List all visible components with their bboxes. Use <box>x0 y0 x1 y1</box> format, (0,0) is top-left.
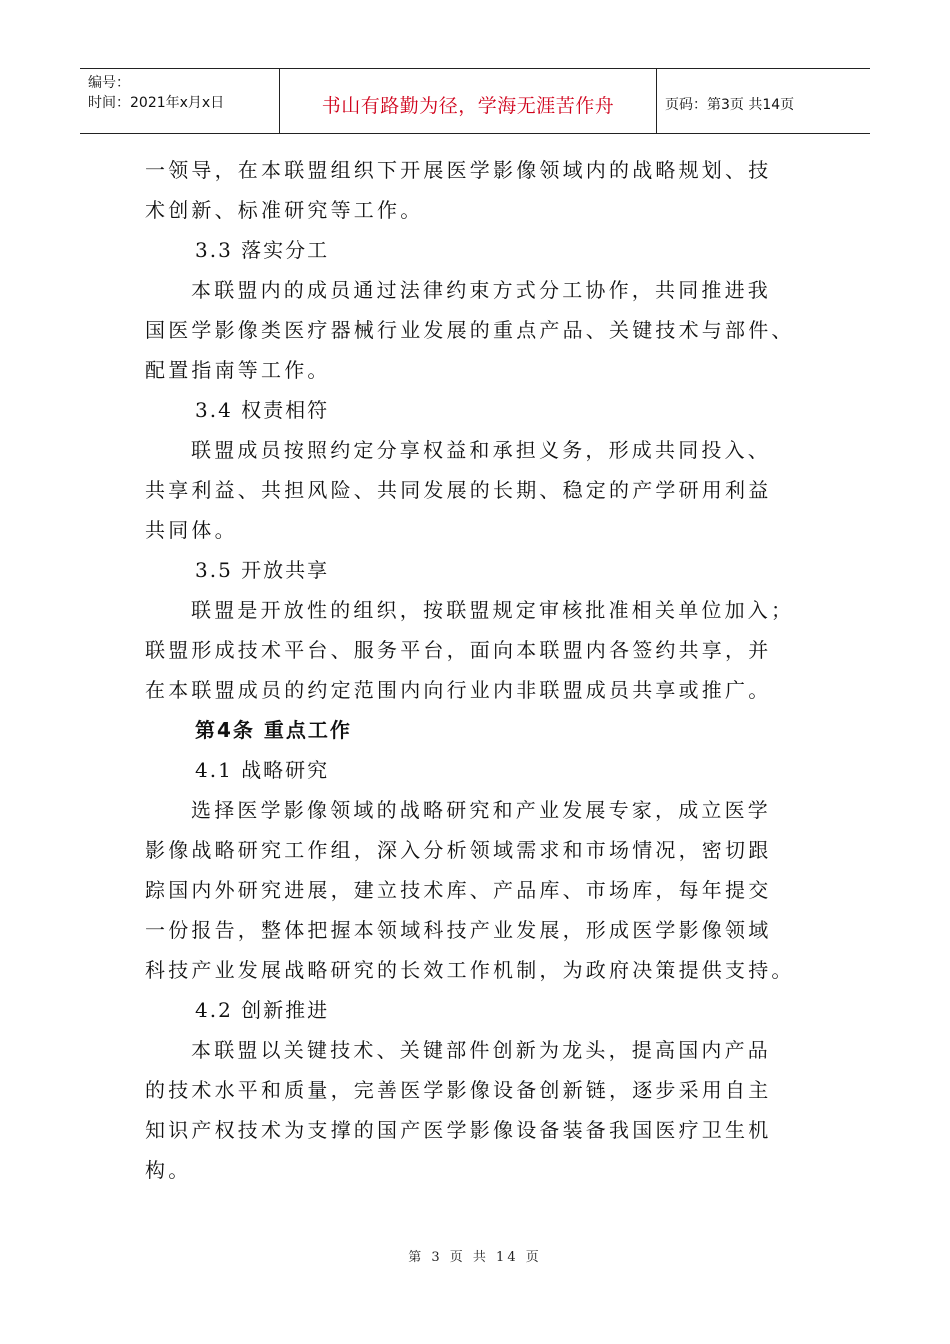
paragraph-line: 联盟形成技术平台、服务平台，面向本联盟内各签约共享，并 <box>145 638 772 662</box>
subsection-heading: 3.5 开放共享 <box>195 558 330 582</box>
paragraph-line: 共同体。 <box>145 518 238 542</box>
document-number-label: 编号： <box>88 75 130 91</box>
paragraph-line: 国医学影像类医疗器械行业发展的重点产品、关键技术与部件、 <box>145 318 795 342</box>
section-heading: 第4条 重点工作 <box>195 718 352 742</box>
paragraph-line: 在本联盟成员的约定范围内向行业内非联盟成员共享或推广。 <box>145 678 772 702</box>
paragraph-line: 知识产权技术为支撑的国产医学影像设备装备我国医疗卫生机 <box>145 1118 772 1142</box>
paragraph-line: 科技产业发展战略研究的长效工作机制，为政府决策提供支持。 <box>145 958 795 982</box>
paragraph-line: 的技术水平和质量，完善医学影像设备创新链，逐步采用自主 <box>145 1078 772 1102</box>
subsection-heading: 3.4 权责相符 <box>195 398 330 422</box>
paragraph-line: 联盟是开放性的组织，按联盟规定审核批准相关单位加入； <box>191 598 795 622</box>
paragraph-line: 一份报告，整体把握本领域科技产业发展，形成医学影像领域 <box>145 918 772 942</box>
paragraph-line: 术创新、标准研究等工作。 <box>145 198 424 222</box>
header-motto: 书山有路勤为径，学海无涯苦作舟 <box>280 69 657 133</box>
paragraph-line: 本联盟以关键技术、关键部件创新为龙头，提高国内产品 <box>191 1038 771 1062</box>
subsection-heading: 4.1 战略研究 <box>195 758 330 782</box>
document-body <box>145 150 810 1190</box>
subsection-heading: 3.3 落实分工 <box>195 238 330 262</box>
header-meta <box>80 69 280 133</box>
paragraph-line: 踪国内外研究进展，建立技术库、产品库、市场库，每年提交 <box>145 878 772 902</box>
subsection-heading: 4.2 创新推进 <box>195 998 330 1022</box>
paragraph-line: 构。 <box>145 1158 192 1182</box>
header-page-info: 页码：第3页 共14页 <box>665 97 795 113</box>
paragraph-line: 联盟成员按照约定分享权益和承担义务，形成共同投入、 <box>191 438 771 462</box>
page-header <box>80 68 870 134</box>
paragraph-line: 共享利益、共担风险、共同发展的长期、稳定的产学研用利益 <box>145 478 772 502</box>
paragraph-line: 本联盟内的成员通过法律约束方式分工协作，共同推进我 <box>191 278 771 302</box>
page-footer: 第 3 页 共 14 页 <box>408 1250 542 1265</box>
paragraph-line: 配置指南等工作。 <box>145 358 331 382</box>
paragraph-line: 一领导，在本联盟组织下开展医学影像领域内的战略规划、技 <box>145 158 772 182</box>
paragraph-line: 选择医学影像领域的战略研究和产业发展专家，成立医学 <box>191 798 771 822</box>
paragraph-line: 影像战略研究工作组，深入分析领域需求和市场情况，密切跟 <box>145 838 772 862</box>
document-date: 时间：2021年x月x日 <box>88 95 225 111</box>
